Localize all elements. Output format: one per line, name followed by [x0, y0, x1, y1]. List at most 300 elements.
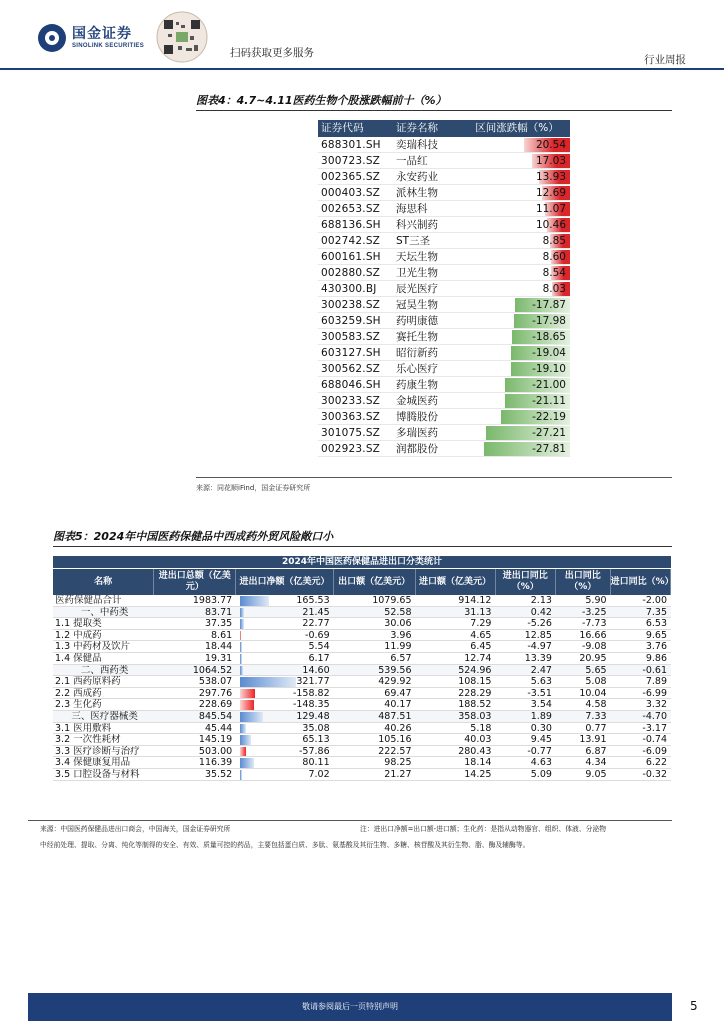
export-value-cell: [334, 734, 416, 745]
export-yoy-value: 5.65: [585, 664, 607, 676]
stock-change-cell: [464, 185, 570, 200]
import-value: 4.65: [470, 629, 492, 641]
change-value: 8.85: [542, 235, 566, 247]
export-yoy-value: 0.77: [585, 722, 607, 734]
stock-row: [318, 441, 570, 457]
export-value-cell: [334, 757, 416, 768]
trade-row: [53, 676, 671, 688]
export-yoy-value-cell: [556, 653, 611, 664]
import-value: 188.52: [458, 699, 492, 711]
net-value-cell: [236, 618, 333, 629]
stock-row: [318, 393, 570, 409]
net-value: -148.35: [292, 699, 330, 711]
net-bar: [240, 724, 246, 734]
import-yoy-value: -0.32: [642, 768, 667, 780]
net-bar: [240, 689, 255, 699]
figure-5-source: 来源：中国医药保健品进出口商会，中国海关，国金证券研究所: [40, 825, 231, 833]
import-yoy-value-cell: [611, 618, 671, 629]
yoy-value-cell: [495, 746, 555, 757]
import-yoy-value-cell: [611, 734, 671, 745]
stock-change-cell: [464, 329, 570, 344]
net-value: -0.69: [305, 629, 330, 641]
stock-name: 辰光医疗: [396, 283, 438, 295]
export-yoy-value: 4.58: [585, 699, 607, 711]
import-yoy-value-cell: [611, 641, 671, 652]
yoy-value-cell: [495, 607, 555, 618]
header-name: 证券名称: [396, 122, 438, 134]
import-value-cell: [416, 665, 496, 676]
export-yoy-value-cell: [556, 688, 611, 699]
import-yoy-value: -0.61: [642, 664, 667, 676]
yoy-value: 4.63: [530, 757, 552, 769]
import-value-cell: [416, 676, 496, 687]
header-export-yoy: 出口同比（%）: [556, 569, 611, 595]
net-value-cell: [236, 699, 333, 710]
total-value: 45.44: [204, 722, 233, 734]
import-yoy-value-cell: [611, 769, 671, 780]
stock-name: 润都股份: [396, 443, 438, 455]
stock-table-body: [318, 137, 570, 457]
export-value: 40.26: [384, 722, 412, 734]
yoy-value: 0.30: [530, 722, 552, 734]
yoy-value-cell: [495, 676, 555, 687]
export-yoy-value: 9.05: [585, 768, 607, 780]
export-value: 6.57: [390, 652, 412, 664]
stock-row: [318, 137, 570, 153]
export-yoy-value-cell: [556, 746, 611, 757]
trade-row: [53, 595, 671, 607]
net-bar: [240, 642, 242, 652]
export-value-cell: [334, 711, 416, 722]
trade-row: [53, 711, 671, 723]
stock-change-cell: [464, 297, 570, 312]
export-yoy-value: 10.04: [579, 687, 607, 699]
figure-4-title-rule: [196, 110, 672, 111]
import-value: 5.18: [470, 722, 492, 734]
change-value: -17.87: [532, 299, 566, 311]
net-value: 35.08: [302, 722, 330, 734]
stock-row: [318, 249, 570, 265]
export-yoy-value-cell: [556, 641, 611, 652]
import-yoy-value: -6.09: [642, 745, 667, 757]
header-import-yoy: 进口同比（%）: [611, 569, 671, 595]
trade-row: [53, 607, 671, 619]
yoy-value-cell: [495, 618, 555, 629]
stock-change-cell: [464, 393, 570, 408]
total-value-cell: [154, 688, 236, 699]
net-bar: [240, 631, 241, 641]
net-bar: [240, 770, 242, 780]
total-value: 19.31: [204, 652, 233, 664]
import-value-cell: [416, 746, 496, 757]
net-value-cell: [236, 630, 333, 641]
stock-code: 000403.SZ: [321, 187, 381, 199]
yoy-value: 2.13: [530, 595, 552, 606]
stock-change-cell: [464, 201, 570, 216]
stock-code: 300583.SZ: [321, 331, 381, 343]
export-yoy-value-cell: [556, 595, 611, 606]
stock-change-cell: [464, 441, 570, 456]
stock-change-cell: [464, 265, 570, 280]
export-value-cell: [334, 688, 416, 699]
total-value-cell: [154, 769, 236, 780]
page-footer: [28, 993, 672, 1021]
export-value: 52.58: [384, 606, 412, 618]
net-bar: [240, 747, 246, 757]
net-bar: [240, 596, 269, 606]
trade-row: [53, 769, 671, 781]
trade-table-header: [53, 569, 674, 595]
qr-code-icon[interactable]: [150, 10, 214, 64]
export-yoy-value: 7.33: [585, 710, 607, 722]
export-value: 11.99: [384, 641, 412, 653]
export-value-cell: [334, 746, 416, 757]
change-value: -21.00: [532, 379, 566, 391]
stock-code: 688301.SH: [321, 139, 381, 151]
import-value-cell: [416, 653, 496, 664]
stock-change-cell: [464, 345, 570, 360]
import-value-cell: [416, 711, 496, 722]
stock-row: [318, 153, 570, 169]
stock-row: [318, 169, 570, 185]
import-value: 6.45: [470, 641, 492, 653]
net-bar: [240, 666, 243, 676]
net-value: 22.77: [302, 618, 330, 630]
net-bar: [240, 654, 242, 664]
yoy-value: 9.45: [530, 734, 552, 746]
net-value-cell: [236, 653, 333, 664]
net-value-cell: [236, 665, 333, 676]
net-bar: [240, 735, 251, 745]
import-yoy-value: 6.53: [645, 618, 667, 630]
net-value: 5.54: [308, 641, 330, 653]
export-value: 3.96: [390, 629, 412, 641]
import-value: 31.13: [464, 606, 492, 618]
trade-stats-table: [53, 556, 674, 781]
net-value-cell: [236, 746, 333, 757]
change-value: -19.10: [532, 363, 566, 375]
export-value-cell: [334, 607, 416, 618]
header-import: 进口额（亿美元）: [416, 569, 496, 595]
logo-english-name: SINOLINK SECURITIES: [72, 43, 145, 49]
stock-name: 科兴制药: [396, 219, 438, 231]
export-yoy-value-cell: [556, 630, 611, 641]
stock-name: 奕瑞科技: [396, 139, 438, 151]
total-value-cell: [154, 595, 236, 606]
figure-5-title-rule: [53, 546, 672, 547]
change-value: 8.03: [542, 283, 566, 295]
import-yoy-value-cell: [611, 630, 671, 641]
yoy-value: 5.09: [530, 768, 552, 780]
trade-row: [53, 688, 671, 700]
trade-table-body: [53, 595, 671, 781]
net-value: 6.17: [308, 652, 330, 664]
export-yoy-value: 20.95: [579, 652, 607, 664]
export-yoy-value: -9.08: [581, 641, 607, 653]
stock-change-cell: [464, 409, 570, 424]
import-yoy-value: -6.99: [642, 687, 667, 699]
category-name: 2.1 西药原料药: [55, 676, 121, 687]
stock-row: [318, 313, 570, 329]
export-value-cell: [334, 618, 416, 629]
change-value: -17.98: [532, 315, 566, 327]
export-yoy-value: -7.73: [581, 618, 607, 630]
net-bar: [240, 619, 244, 629]
stock-code: 300233.SZ: [321, 395, 381, 407]
import-value: 108.15: [458, 676, 492, 688]
export-value-cell: [334, 699, 416, 710]
stock-change-cell: [464, 249, 570, 264]
total-value: 37.35: [204, 618, 233, 630]
export-value: 222.57: [378, 745, 412, 757]
export-yoy-value-cell: [556, 734, 611, 745]
net-value-cell: [236, 595, 333, 606]
import-yoy-value: 3.32: [645, 699, 667, 711]
stock-code: 002923.SZ: [321, 443, 381, 455]
figure-4-source-rule: [196, 477, 672, 478]
stock-name: 赛托生物: [396, 331, 438, 343]
import-yoy-value-cell: [611, 711, 671, 722]
export-yoy-value-cell: [556, 711, 611, 722]
category-name: 3.4 保健康复用品: [55, 757, 131, 768]
figure-5-title: 图表5：2024年中国医药保健品中西成药外贸风险敞口小: [53, 530, 334, 543]
total-value-cell: [154, 641, 236, 652]
figure-5-source-rule: [28, 820, 672, 821]
header-change: 区间涨跌幅（%）: [475, 122, 559, 134]
net-value: -57.86: [299, 745, 330, 757]
trade-row: [53, 641, 671, 653]
stock-change-cell: [464, 137, 570, 152]
export-yoy-value-cell: [556, 757, 611, 768]
import-value-cell: [416, 595, 496, 606]
stock-row: [318, 409, 570, 425]
category-name: 医药保健品合计: [55, 595, 122, 606]
net-value: 21.45: [302, 606, 330, 618]
import-value-cell: [416, 688, 496, 699]
yoy-value: -5.26: [527, 618, 552, 630]
export-yoy-value: 5.08: [585, 676, 607, 688]
company-logo: [38, 24, 144, 52]
stock-code: 603127.SH: [321, 347, 381, 359]
total-value-cell: [154, 699, 236, 710]
header-code: 证券代码: [321, 122, 364, 134]
export-value-cell: [334, 723, 416, 734]
stock-name: 天坛生物: [396, 251, 438, 263]
import-value: 40.03: [464, 734, 492, 746]
export-value-cell: [334, 641, 416, 652]
category-name: 1.3 中药材及饮片: [55, 641, 131, 652]
change-value: 20.54: [535, 139, 566, 151]
stock-name: ST三圣: [396, 235, 431, 247]
import-value-cell: [416, 607, 496, 618]
stock-code: 300363.SZ: [321, 411, 381, 423]
trade-row: [53, 757, 671, 769]
net-bar: [240, 700, 254, 710]
total-value-cell: [154, 746, 236, 757]
stock-row: [318, 297, 570, 313]
stock-change-cell: [464, 313, 570, 328]
category-name: 2.2 西成药: [55, 687, 102, 699]
total-value-cell: [154, 723, 236, 734]
yoy-value-cell: [495, 665, 555, 676]
stock-row: [318, 185, 570, 201]
import-yoy-value-cell: [611, 746, 671, 757]
stock-row: [318, 329, 570, 345]
import-value: 914.12: [458, 595, 492, 606]
stock-code: 688046.SH: [321, 379, 381, 391]
yoy-value: 0.42: [530, 606, 552, 618]
import-yoy-value-cell: [611, 757, 671, 768]
stock-name: 药康生物: [396, 379, 438, 391]
stock-name: 卫光生物: [396, 267, 438, 279]
header-yoy: 进出口同比（%）: [496, 569, 556, 595]
trade-row: [53, 665, 671, 677]
stock-change-cell: [464, 233, 570, 248]
export-yoy-value-cell: [556, 676, 611, 687]
total-value: 116.39: [198, 757, 233, 769]
yoy-value-cell: [495, 757, 555, 768]
change-value: -27.21: [532, 427, 566, 439]
total-value-cell: [154, 711, 236, 722]
change-value: 13.93: [535, 171, 566, 183]
net-value: 165.53: [296, 595, 330, 606]
net-value: -158.82: [292, 687, 330, 699]
header-net: 进出口净额（亿美元）: [236, 569, 333, 595]
import-value: 14.25: [464, 768, 492, 780]
import-yoy-value: -3.17: [642, 722, 667, 734]
net-value-cell: [236, 734, 333, 745]
yoy-value: 3.54: [530, 699, 552, 711]
total-value-cell: [154, 618, 236, 629]
import-value: 358.03: [458, 710, 492, 722]
import-yoy-value: 3.76: [645, 641, 667, 653]
import-value-cell: [416, 734, 496, 745]
yoy-value-cell: [495, 769, 555, 780]
category-name: 3.5 口腔设备与材料: [55, 768, 140, 780]
stock-code: 002653.SZ: [321, 203, 381, 215]
export-yoy-value: 4.34: [585, 757, 607, 769]
import-value-cell: [416, 641, 496, 652]
stock-name: 派林生物: [396, 187, 438, 199]
export-value-cell: [334, 653, 416, 664]
import-yoy-value-cell: [611, 688, 671, 699]
net-value: 7.02: [308, 768, 330, 780]
stock-code: 430300.BJ: [321, 283, 377, 295]
logo-mark-icon: [38, 24, 66, 52]
import-yoy-value: -2.00: [642, 595, 667, 606]
trade-row: [53, 734, 671, 746]
stock-name: 永安药业: [396, 171, 438, 183]
yoy-value-cell: [495, 734, 555, 745]
import-value: 18.14: [464, 757, 492, 769]
stock-code: 603259.SH: [321, 315, 381, 327]
export-value: 30.06: [384, 618, 412, 630]
stock-row: [318, 281, 570, 297]
export-yoy-value-cell: [556, 665, 611, 676]
net-value: 129.48: [296, 710, 330, 722]
yoy-value-cell: [495, 653, 555, 664]
figure-5-note-line-2: 中经前处理、提取、分离、纯化等制得的安全、有效、质量可控的药品，主要包括蛋白质、多肽、氨基酸及其衍生物、多糖、核苷酸及其衍生物、脂、酶及辅酶等。: [40, 841, 530, 849]
export-value-cell: [334, 665, 416, 676]
net-value: 321.77: [296, 676, 330, 688]
change-value: -19.04: [532, 347, 566, 359]
export-value: 105.16: [378, 734, 412, 746]
category-name: 3.1 医用敷料: [55, 722, 112, 734]
export-yoy-value-cell: [556, 699, 611, 710]
total-value-cell: [154, 607, 236, 618]
category-name: 1.2 中成药: [55, 629, 102, 641]
net-value-cell: [236, 711, 333, 722]
figure-5-note-line-1: 注：进出口净额=出口额-进口额；生化药：是指从动物器官、组织、体液、分泌物: [360, 825, 607, 833]
stock-code: 002742.SZ: [321, 235, 381, 247]
total-value-cell: [154, 757, 236, 768]
export-value: 487.51: [378, 710, 412, 722]
stock-code: 002365.SZ: [321, 171, 381, 183]
export-yoy-value: -3.25: [581, 606, 607, 618]
export-value-cell: [334, 595, 416, 606]
category-name: 1.1 提取类: [55, 618, 102, 629]
export-value: 21.27: [384, 768, 412, 780]
yoy-value-cell: [495, 595, 555, 606]
trade-table-title: 2024年中国医药保健品进出口分类统计: [53, 556, 671, 569]
disclaimer-notice: 敬请参阅最后一页特别声明: [302, 1002, 398, 1011]
stock-change-cell: [464, 377, 570, 392]
total-value: 18.44: [204, 641, 233, 653]
yoy-value: 2.47: [530, 664, 552, 676]
change-value: 8.60: [542, 251, 566, 263]
net-value-cell: [236, 688, 333, 699]
export-yoy-value-cell: [556, 618, 611, 629]
export-value: 429.92: [378, 676, 412, 688]
net-value-cell: [236, 769, 333, 780]
header-total: 进出口总额（亿美元）: [154, 569, 236, 595]
change-value: 8.54: [542, 267, 566, 279]
header-export: 出口额（亿美元）: [334, 569, 416, 595]
total-value: 83.71: [204, 606, 233, 618]
stock-code: 300723.SZ: [321, 155, 381, 167]
change-value: 12.69: [535, 187, 566, 199]
trade-row: [53, 699, 671, 711]
stock-row: [318, 233, 570, 249]
import-yoy-value: 9.65: [645, 629, 667, 641]
import-yoy-value-cell: [611, 607, 671, 618]
total-value: 845.54: [198, 710, 233, 722]
stock-code: 300562.SZ: [321, 363, 381, 375]
import-yoy-value-cell: [611, 723, 671, 734]
category-name: 一、中药类: [80, 606, 129, 618]
export-yoy-value: 16.66: [579, 629, 607, 641]
stock-row: [318, 265, 570, 281]
total-value: 1064.52: [192, 664, 233, 676]
yoy-value-cell: [495, 699, 555, 710]
stock-change-cell: [464, 169, 570, 184]
total-value: 297.76: [198, 687, 233, 699]
net-value-cell: [236, 607, 333, 618]
import-yoy-value-cell: [611, 653, 671, 664]
change-value: -21.11: [532, 395, 566, 407]
report-type-label: 行业周报: [644, 54, 686, 66]
import-value-cell: [416, 769, 496, 780]
header-item-name: 名称: [53, 569, 154, 595]
header-divider: [0, 68, 724, 70]
net-value-cell: [236, 676, 333, 687]
yoy-value: 5.63: [530, 676, 552, 688]
yoy-value-cell: [495, 723, 555, 734]
stock-change-cell: [464, 361, 570, 376]
scan-prompt: 扫码获取更多服务: [230, 47, 314, 59]
stock-code: 300238.SZ: [321, 299, 381, 311]
figure-4-title: 图表4：4.7~4.11医药生物个股涨跌幅前十（%）: [196, 94, 447, 107]
